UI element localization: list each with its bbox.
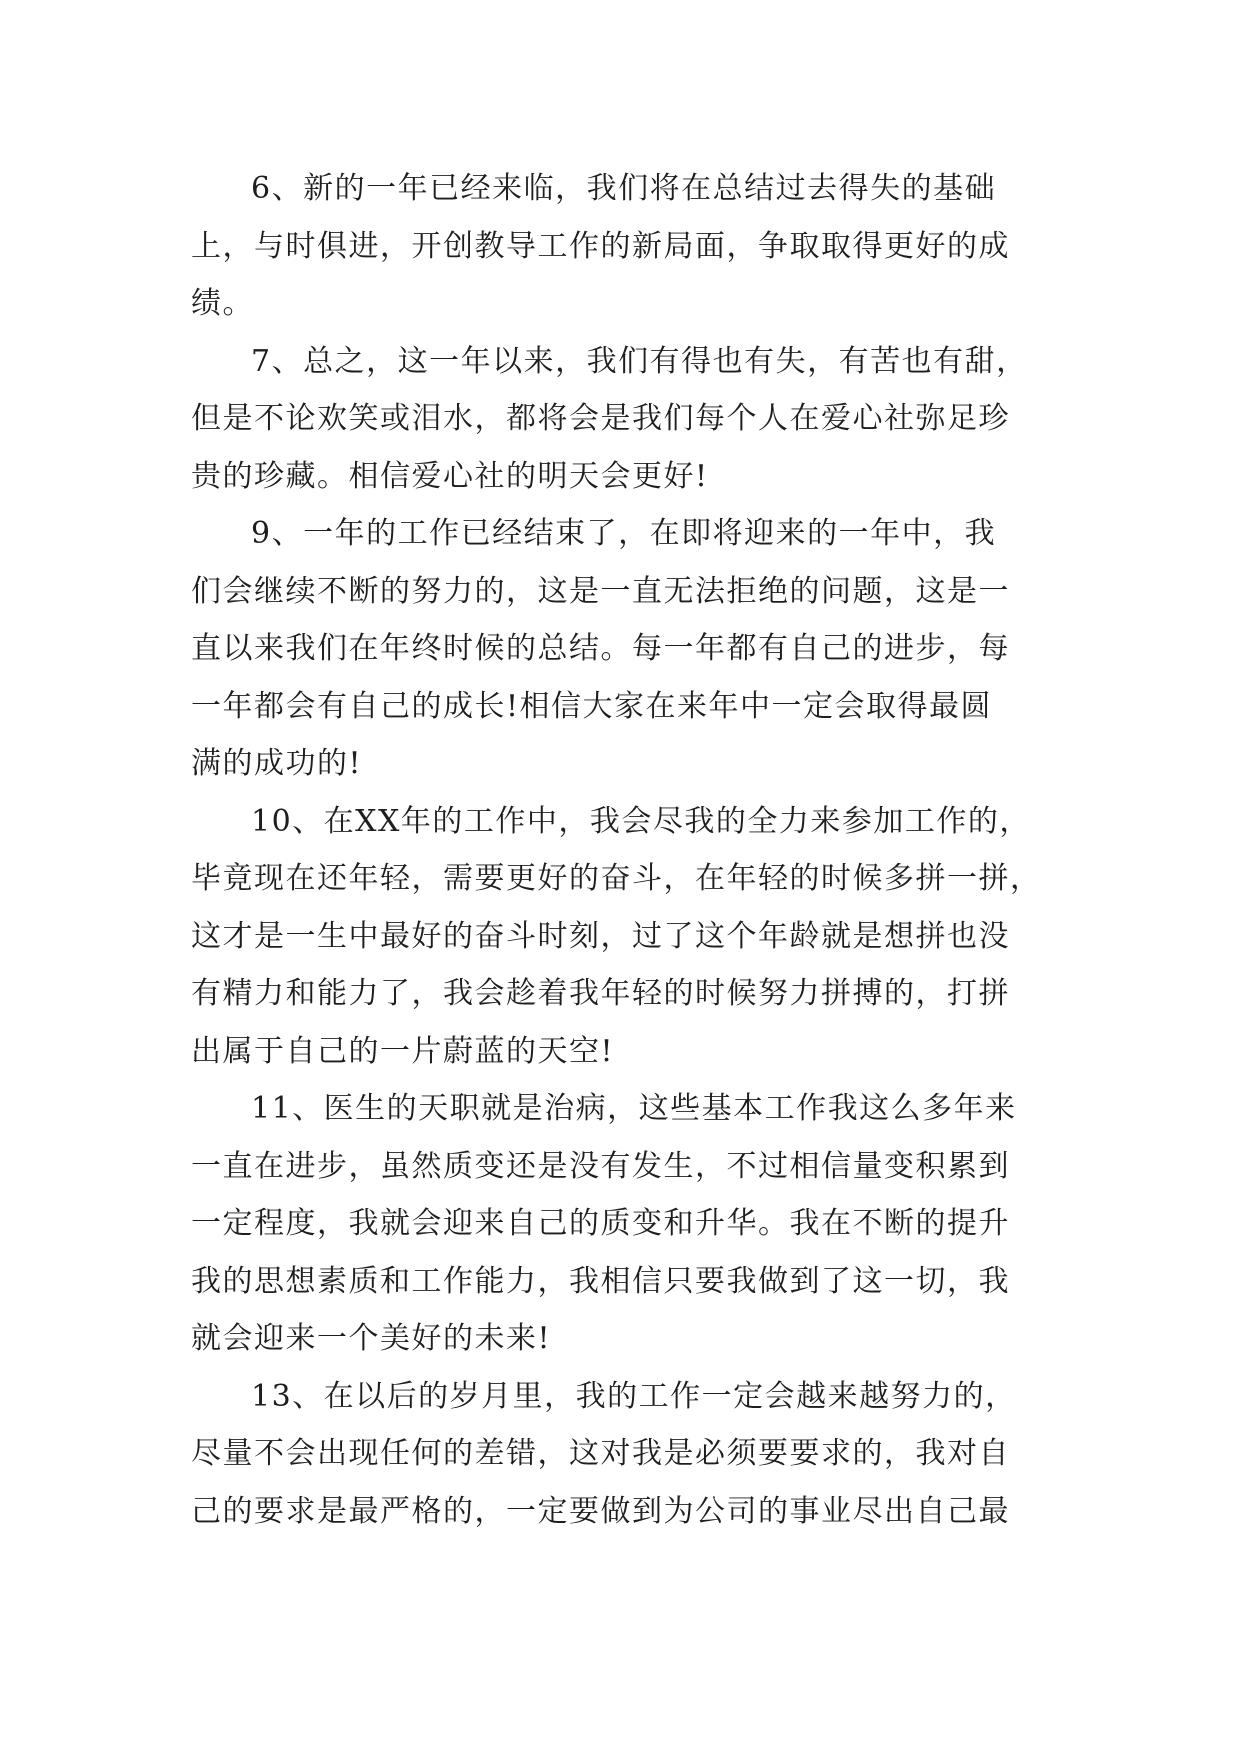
paragraph-line: 13、在以后的岁月里，我的工作一定会越来越努力的， [251, 1378, 1017, 1414]
paragraph-line: 就会迎来一个美好的未来! [191, 1321, 552, 1356]
paragraph-11 [191, 1080, 1051, 1368]
paragraph-line: 出属于自己的一片蔚蓝的天空! [191, 1033, 615, 1069]
paragraph-line: 7、总之，这一年以来，我们有得也有失，有苦也有甜， [251, 343, 1028, 379]
paragraph-line: 毕竟现在还年轻，需要更好的奋斗，在年轻的时候多拼一拼， [191, 861, 1042, 896]
paragraph-line: 尽量不会出现任何的差错，这对我是必须要要求的，我对自 [191, 1436, 1010, 1471]
paragraph-line: 但是不论欢笑或泪水，都将会是我们每个人在爱心社弥足珍 [191, 401, 1010, 436]
paragraph-line: 这才是一生中最好的奋斗时刻，过了这个年龄就是想拼也没 [191, 918, 1010, 954]
paragraph-line: 满的成功的! [191, 746, 363, 781]
paragraph-line: 有精力和能力了，我会趁着我年轻的时候努力拼搏的，打拼 [191, 976, 1010, 1011]
paragraph-line: 直以来我们在年终时候的总结。每一年都有自己的进步，每 [191, 631, 1010, 666]
paragraph-9 [191, 505, 1051, 793]
paragraph-line: 己的要求是最严格的，一定要做到为公司的事业尽出自己最 [191, 1493, 1010, 1529]
paragraph-7 [191, 333, 1051, 506]
paragraph-line: 我的思想素质和工作能力，我相信只要我做到了这一切，我 [191, 1263, 1010, 1299]
paragraph-6 [191, 160, 1051, 333]
paragraph-line: 一直在进步，虽然质变还是没有发生，不过相信量变积累到 [191, 1148, 1010, 1184]
paragraph-line: 们会继续不断的努力的，这是一直无法拒绝的问题，这是一 [191, 573, 1010, 609]
paragraph-line: 绩。 [191, 286, 254, 321]
paragraph-line: 10、在XX年的工作中，我会尽我的全力来参加工作的， [251, 803, 1031, 839]
paragraph-10 [191, 793, 1051, 1081]
paragraph-line: 11、医生的天职就是治病，这些基本工作我这么多年来 [251, 1091, 1017, 1126]
paragraph-line: 贵的珍藏。相信爱心社的明天会更好! [191, 458, 709, 494]
paragraph-13 [191, 1368, 1051, 1541]
paragraph-line: 一定程度，我就会迎来自己的质变和升华。我在不断的提升 [191, 1206, 1010, 1241]
paragraph-line: 9、一年的工作已经结束了，在即将迎来的一年中，我 [251, 516, 997, 551]
paragraph-line: 一年都会有自己的成长!相信大家在来年中一定会取得最圆 [191, 688, 993, 724]
document-body [191, 160, 1051, 1540]
paragraph-line: 上，与时俱进，开创教导工作的新局面，争取取得更好的成 [191, 228, 1010, 264]
paragraph-line: 6、新的一年已经来临，我们将在总结过去得失的基础 [251, 171, 997, 206]
